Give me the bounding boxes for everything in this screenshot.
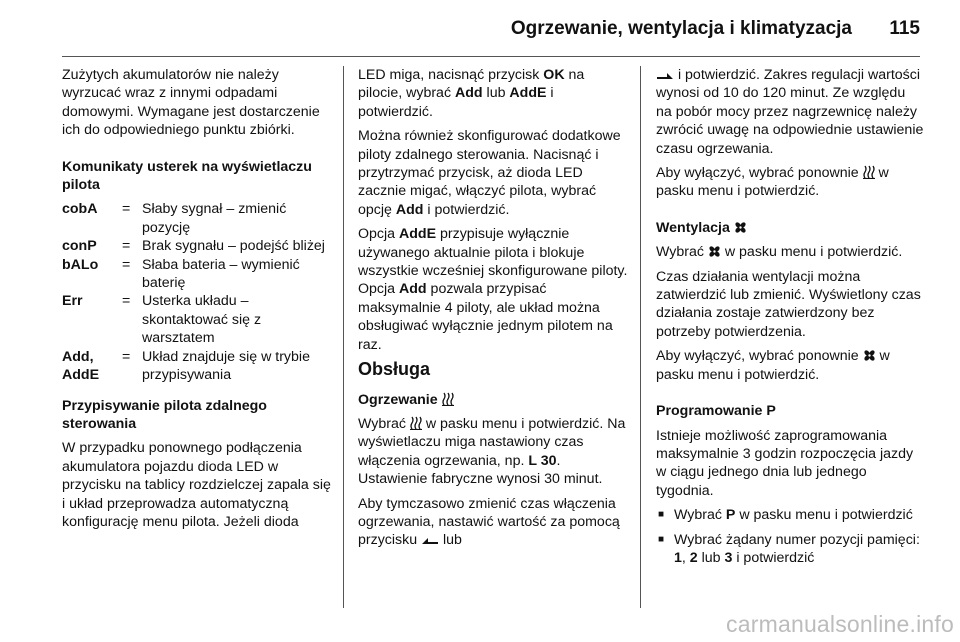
page-title: Ogrzewanie, wentylacja i klimatyzacja xyxy=(510,18,852,39)
message-row xyxy=(62,348,332,385)
heating-paragraph-2: Aby tymczasowo zmienić czas włączenia ogrzewania, nastawić wartość za pomocą przycisku lub xyxy=(358,495,620,549)
messages-list xyxy=(62,200,332,384)
message-eq: = xyxy=(122,293,131,310)
column-right xyxy=(656,66,924,573)
ventilation-off-paragraph: Aby wyłączyć, wybrać ponownie w pasku menu i potwierdzić. xyxy=(656,348,890,383)
programming-paragraph: Istnieje możliwość zaprogramowania maksymalnie 3 godzin rozpoczęcia jazdy w ciągu jednego dnia lub jednego tygodnia. xyxy=(656,427,914,499)
paragraph-adde: Opcja AddE przypisuje wyłącznie używanego aktualnie pilota i blokuje wszystkie wcześniej skonfigurowane piloty. Opcja Add pozwala przypisać maksymalnie 4 piloty, ale układ można obsługiwać wyłącznie jednym pilotem na raz. xyxy=(358,226,628,353)
message-code: bALo xyxy=(62,256,99,273)
ventilation-paragraph-2: Czas działania wentylacji można zatwierdzić lub zmienić. Wyświetlony czas działania zostaje zatwierdzony bez potrzeby potwierdzenia. xyxy=(656,268,921,340)
heating-heading: Ogrzewanie xyxy=(358,391,630,409)
message-row xyxy=(62,292,332,347)
ventilation-heading: Wentylacja xyxy=(656,219,924,237)
page-number: 115 xyxy=(889,18,920,39)
watermark: carmanualsonline.info xyxy=(726,611,954,637)
message-eq: = xyxy=(122,256,131,273)
paragraph-led: LED miga, nacisnąć przycisk OK na pilocie, wybrać Add lub AddE i potwierdzić. xyxy=(358,67,585,120)
intro-paragraph: Zużytych akumulatorów nie należy wyrzucać wraz z innymi odpadami domowymi. Wymagane jest dostarczenie ich do odpowiedniego punktu zbiórki. xyxy=(62,67,320,139)
heating-icon xyxy=(442,392,454,406)
fan-icon xyxy=(708,245,721,258)
message-desc: Usterka układu – skontaktować się z warsztatem xyxy=(142,293,262,347)
list-item: ■ Wybrać P w pasku menu i potwierdzić xyxy=(656,506,924,524)
message-code: Add, AddE xyxy=(62,348,100,384)
arrow-left-icon xyxy=(421,536,439,546)
message-row xyxy=(62,200,332,237)
heating-icon xyxy=(410,416,422,430)
heating-off-paragraph: Aby wyłączyć, wybrać ponownie w pasku menu i potwierdzić. xyxy=(656,165,889,200)
column-left xyxy=(62,66,332,537)
header-rule xyxy=(62,56,920,57)
ok-button-label: OK xyxy=(543,67,565,83)
message-row xyxy=(62,256,332,293)
message-desc: Słaby sygnał – zmienić pozycję xyxy=(142,201,287,236)
message-code: cobA xyxy=(62,201,98,218)
message-desc: Brak sygnału – podejść bliżej xyxy=(142,238,325,255)
assign-heading: Przypisywanie pilota zdalnego sterowania xyxy=(62,397,267,432)
message-code: Err xyxy=(62,293,83,310)
programming-steps xyxy=(656,506,924,567)
ventilation-paragraph-1: Wybrać w pasku menu i potwierdzić. xyxy=(656,244,903,261)
list-item: ■ Wybrać żądany numer pozycji pamięci: 1, 2 lub 3 i potwierdzić xyxy=(656,531,924,568)
column-divider xyxy=(343,66,344,608)
heating-icon xyxy=(863,165,875,179)
column-divider xyxy=(640,66,641,608)
message-eq: = xyxy=(122,238,131,255)
programming-heading: Programowanie P xyxy=(656,403,776,420)
section-heading: Obsługa xyxy=(358,359,431,380)
fan-icon xyxy=(863,349,876,362)
message-desc: Słaba bateria – wymienić baterię xyxy=(142,256,300,292)
paragraph-extra-remotes: Można również skonfigurować dodatkowe piloty zdalnego sterowania. Nacisnąć i przytrzymać przycisk, aż dioda LED zacznie migać, włączyć pilota, wybrać opcję Add i potwierdzić. xyxy=(358,128,621,218)
heating-paragraph-3: i potwierdzić. Zakres regulacji wartości wynosi od 10 do 120 minut. Ze względu na pobór mocy przez nagrzewnicę należy zwrócić uwagę na odpowiednie ustawienie czasu ogrzewania. xyxy=(656,67,924,157)
column-middle xyxy=(358,66,630,556)
message-code: conP xyxy=(62,238,97,255)
page-header xyxy=(0,0,960,60)
message-row xyxy=(62,237,332,255)
message-eq: = xyxy=(122,201,131,218)
fan-icon xyxy=(734,221,747,234)
heating-paragraph-1: Wybrać w pasku menu i potwierdzić. Na wyświetlaczu miga nastawiony czas włączenia ogrzewania, np. L 30. Ustawienie fabryczne wynosi 30 minut. xyxy=(358,415,626,488)
messages-heading: Komunikaty usterek na wyświetlaczu pilota xyxy=(62,158,312,194)
assign-paragraph: W przypadku ponownego podłączenia akumulatora pojazdu dioda LED w przycisku na tablicy rozdzielczej zapala się i układ przeprowadza automatyczną konfigurację menu pilota. Jeżeli dioda xyxy=(62,440,331,530)
message-eq: = xyxy=(122,348,131,365)
arrow-right-icon xyxy=(656,71,674,81)
message-desc: Układ znajduje się w trybie przypisywania xyxy=(142,348,310,384)
